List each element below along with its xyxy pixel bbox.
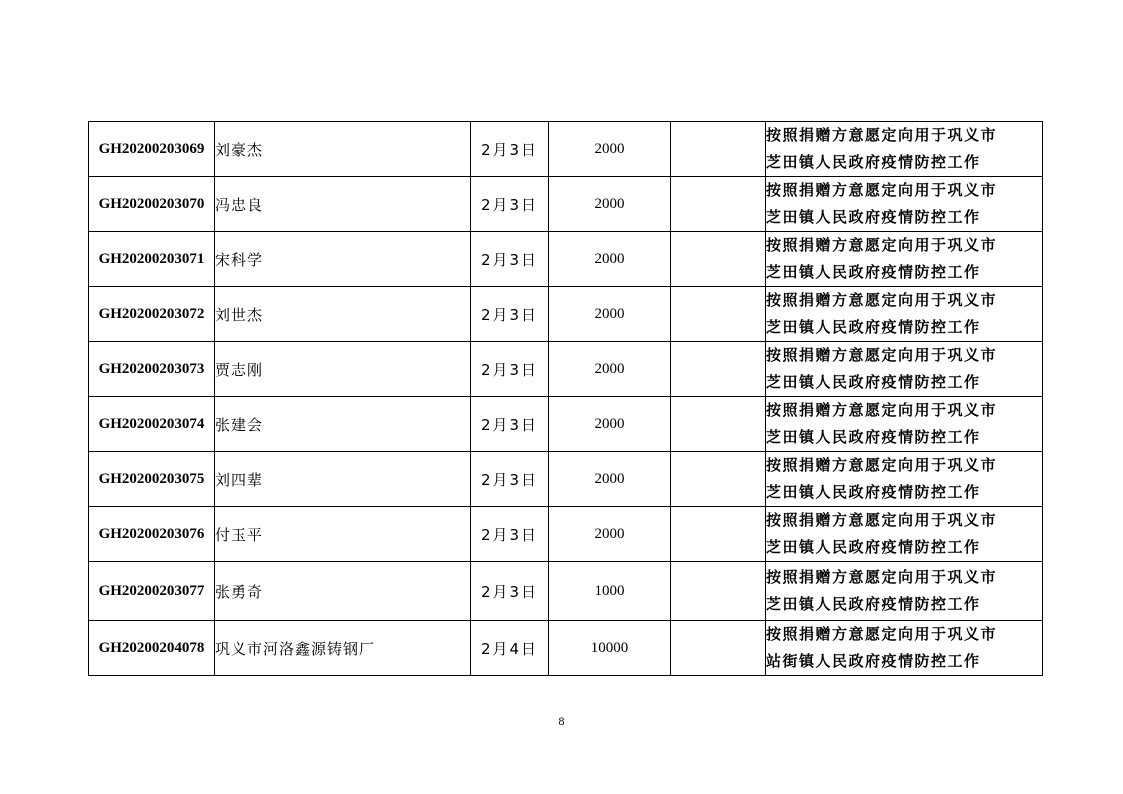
- donation-amount: 1000: [549, 562, 671, 621]
- purpose-line-2: 芝田镇人民政府疫情防控工作: [766, 208, 981, 226]
- purpose-line-2: 芝田镇人民政府疫情防控工作: [766, 373, 981, 391]
- donation-id: GH20200203075: [89, 452, 215, 507]
- remark-cell: [671, 507, 766, 562]
- purpose-line-2: 芝田镇人民政府疫情防控工作: [766, 483, 981, 501]
- donation-amount: 2000: [549, 397, 671, 452]
- remark-cell: [671, 621, 766, 676]
- donation-purpose: [766, 287, 1043, 342]
- donation-amount: 2000: [549, 342, 671, 397]
- table-row: [89, 342, 1043, 397]
- donation-id: GH20200203074: [89, 397, 215, 452]
- purpose-line-1: 按照捐赠方意愿定向用于巩义市: [766, 456, 998, 474]
- donation-amount: 10000: [549, 621, 671, 676]
- remark-cell: [671, 122, 766, 177]
- purpose-line-1: 按照捐赠方意愿定向用于巩义市: [766, 511, 998, 529]
- donation-id: GH20200203071: [89, 232, 215, 287]
- purpose-line-1: 按照捐赠方意愿定向用于巩义市: [766, 346, 998, 364]
- table-row: [89, 232, 1043, 287]
- remark-cell: [671, 287, 766, 342]
- donor-name: 刘豪杰: [215, 122, 471, 177]
- purpose-line-2: 站街镇人民政府疫情防控工作: [766, 652, 981, 670]
- purpose-line-2: 芝田镇人民政府疫情防控工作: [766, 153, 981, 171]
- remark-cell: [671, 232, 766, 287]
- donor-name: 贾志刚: [215, 342, 471, 397]
- donation-amount: 2000: [549, 177, 671, 232]
- purpose-line-2: 芝田镇人民政府疫情防控工作: [766, 263, 981, 281]
- purpose-line-1: 按照捐赠方意愿定向用于巩义市: [766, 401, 998, 419]
- donor-name: 刘四辈: [215, 452, 471, 507]
- table-row: [89, 621, 1043, 676]
- purpose-line-2: 芝田镇人民政府疫情防控工作: [766, 538, 981, 556]
- donation-purpose: [766, 397, 1043, 452]
- donation-amount: 2000: [549, 507, 671, 562]
- donor-name: 巩义市河洛鑫源铸钢厂: [215, 621, 471, 676]
- remark-cell: [671, 397, 766, 452]
- donation-id: GH20200203069: [89, 122, 215, 177]
- donation-date: 2月3日: [471, 397, 549, 452]
- donor-name: 宋科学: [215, 232, 471, 287]
- donation-amount: 2000: [549, 452, 671, 507]
- donation-amount: 2000: [549, 232, 671, 287]
- remark-cell: [671, 177, 766, 232]
- table-row: [89, 562, 1043, 621]
- table-row: [89, 287, 1043, 342]
- donation-date: 2月3日: [471, 562, 549, 621]
- purpose-line-1: 按照捐赠方意愿定向用于巩义市: [766, 291, 998, 309]
- donation-date: 2月3日: [471, 507, 549, 562]
- donation-purpose: [766, 621, 1043, 676]
- purpose-line-1: 按照捐赠方意愿定向用于巩义市: [766, 236, 998, 254]
- donation-id: GH20200204078: [89, 621, 215, 676]
- donor-name: 张建会: [215, 397, 471, 452]
- donation-purpose: [766, 342, 1043, 397]
- donation-amount: 2000: [549, 287, 671, 342]
- table-row: [89, 177, 1043, 232]
- donation-purpose: [766, 232, 1043, 287]
- page-number: 8: [558, 714, 565, 728]
- donation-date: 2月3日: [471, 122, 549, 177]
- donation-date: 2月3日: [471, 287, 549, 342]
- donation-id: GH20200203072: [89, 287, 215, 342]
- remark-cell: [671, 562, 766, 621]
- donation-purpose: [766, 562, 1043, 621]
- donation-purpose: [766, 507, 1043, 562]
- purpose-line-2: 芝田镇人民政府疫情防控工作: [766, 318, 981, 336]
- donor-name: 张勇奇: [215, 562, 471, 621]
- purpose-line-1: 按照捐赠方意愿定向用于巩义市: [766, 181, 998, 199]
- donor-name: 付玉平: [215, 507, 471, 562]
- table-row: [89, 122, 1043, 177]
- donor-name: 冯忠良: [215, 177, 471, 232]
- donation-date: 2月3日: [471, 342, 549, 397]
- donation-date: 2月4日: [471, 621, 549, 676]
- purpose-line-1: 按照捐赠方意愿定向用于巩义市: [766, 126, 998, 144]
- donation-amount: 2000: [549, 122, 671, 177]
- donation-id: GH20200203076: [89, 507, 215, 562]
- donation-date: 2月3日: [471, 232, 549, 287]
- table-row: [89, 507, 1043, 562]
- table-row: [89, 452, 1043, 507]
- purpose-line-1: 按照捐赠方意愿定向用于巩义市: [766, 568, 998, 586]
- donation-id: GH20200203077: [89, 562, 215, 621]
- remark-cell: [671, 342, 766, 397]
- donation-date: 2月3日: [471, 452, 549, 507]
- purpose-line-1: 按照捐赠方意愿定向用于巩义市: [766, 625, 998, 643]
- remark-cell: [671, 452, 766, 507]
- donation-id: GH20200203073: [89, 342, 215, 397]
- donation-date: 2月3日: [471, 177, 549, 232]
- donation-id: GH20200203070: [89, 177, 215, 232]
- purpose-line-2: 芝田镇人民政府疫情防控工作: [766, 595, 981, 613]
- table-row: [89, 397, 1043, 452]
- donation-purpose: [766, 177, 1043, 232]
- donation-purpose: [766, 122, 1043, 177]
- purpose-line-2: 芝田镇人民政府疫情防控工作: [766, 428, 981, 446]
- donor-name: 刘世杰: [215, 287, 471, 342]
- donation-table: [88, 121, 1043, 676]
- donation-purpose: [766, 452, 1043, 507]
